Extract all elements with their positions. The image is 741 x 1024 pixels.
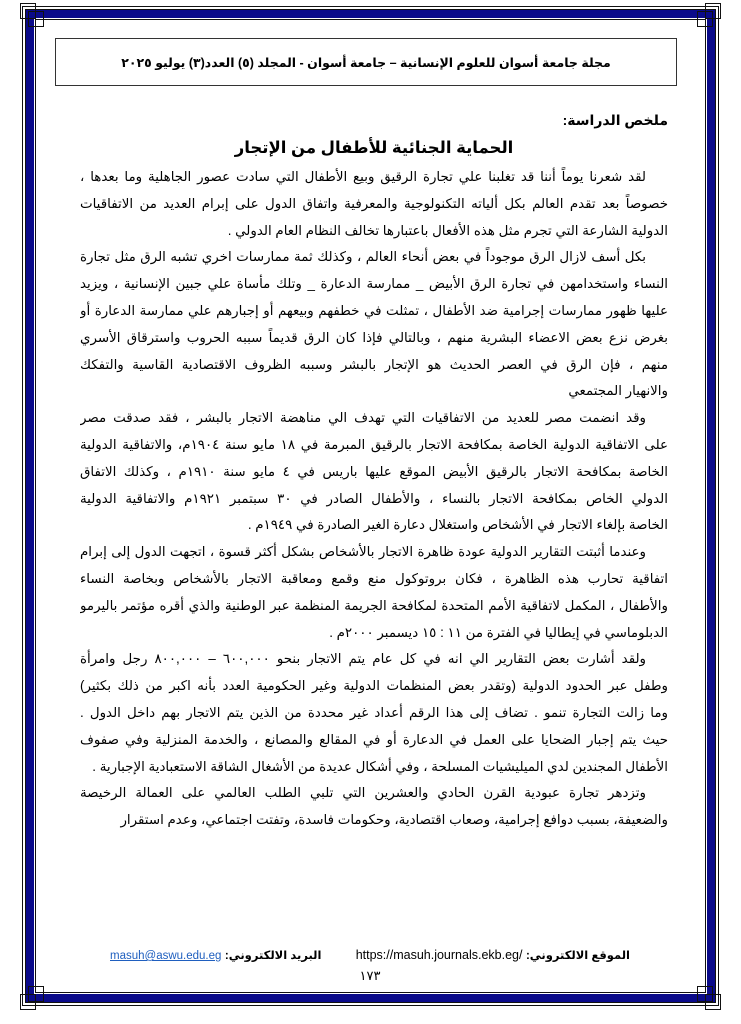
paragraph-line: الخاصة بمكافحة الاتجار بالرقيق الأبيض الموقع عليها باريس في ٤ مايو سنة ١٩١٠م ، وكذلك الاتفاق	[80, 463, 668, 479]
paragraph	[80, 405, 668, 539]
paragraph	[80, 244, 668, 405]
paragraph-line: عليها ظهور ممارسات إجرامية ضد الأطفال ، تمثلت في خطفهم وبيعهم أو إجبارهم علي ممارسة الدعارة أو	[80, 302, 668, 318]
paragraph-line: الدولية الشارعة التي تجرم مثل هذه الأفعال باعتبارها تخالف النظام العام الدولي .	[227, 222, 668, 238]
paragraph-line: الدولي الخاص بمكافحة الاتجار بالنساء ، والأطفال الصادر في ٣٠ سبتمبر ١٩٢١م والاتفاقية الدولية	[80, 490, 668, 506]
email-label: البريد الالكتروني:	[224, 950, 322, 962]
paragraph-line: الدبلوماسي في إيطاليا في الفترة من ١١ : ١٥ ديسمبر ٢٠٠٠م .	[329, 624, 668, 640]
paragraph-line: بغرض نزع بعض الاعضاء البشرية منهم ، وبالتالي فإذا كان الرق قديماً سببه الحروب واسترقاق الأسري	[80, 329, 668, 345]
paragraph-line: النساء واستخدامهن في تجارة الرق الأبيض _ ممارسة الدعارة _ وتلك مأساة علي جبين الإنسانية ، ويزيد	[80, 276, 668, 292]
website-label: الموقع الالكتروني:	[525, 950, 630, 962]
frame-corner-ornament	[28, 986, 44, 1002]
website-url[interactable]: https://masuh.journals.ekb.eg/	[355, 948, 523, 962]
paragraph-line: ولقد أشارت بعض التقارير الي انه في كل عام يتم الاتجار بنحو ٦٠٠,٠٠٠ – ٨٠٠,٠٠٠ رجل وامرأة	[80, 651, 647, 667]
paragraph	[80, 646, 668, 780]
paragraph-line: وطفل عبر الحدود الدولية (وتقدر بعض المنظمات الدولية وغير الحكومية العدد بأنه اكبر من ذلك بكثير)	[80, 678, 668, 694]
journal-header	[55, 38, 677, 86]
paragraph-line: والأطفال ، المكمل لاتفاقية الأمم المتحدة لمكافحة الجريمة المنظمة عبر الوطنية والذي أقره مؤتمر باليرمو	[80, 597, 668, 613]
abstract-body	[80, 164, 668, 834]
paragraph-line: الأطفال المجندين لدي الميليشيات المسلحة ، وفي أشكال عديدة من الأشغال الشاقة الاستعبادية الإجبارية .	[92, 758, 668, 774]
paragraph-line: وعندما أثبتت التقارير الدولية عودة ظاهرة الاتجار بالأشخاص بشكل أكثر قسوة ، اتجهت الدول إلى إبرام	[80, 544, 646, 560]
paragraph	[80, 780, 668, 834]
paragraph-line: حيث يتم إجبار الضحايا على العمل في الدعارة أو في المقالع والمصانع ، والخدمة المنزلية وفي صفوف	[80, 731, 668, 747]
paragraph-line: بكل أسف لازال الرق موجوداً في بعض أنحاء العالم ، وكذلك ثمة ممارسات اخري تشبه الرق مثل تجارة	[80, 249, 646, 265]
footer-website	[356, 946, 630, 965]
journal-header-text: مجلة جامعة أسوان للعلوم الإنسانية – جامعة أسوان - المجلد (٥) العدد(٣) يوليو ٢٠٢٥	[121, 55, 611, 70]
paragraph-line: وما زالت التجارة تنمو . تضاف إلى هذا الرقم أعداد غير محددة من الذين يتم الاتجار بهم داخل الدول .	[80, 704, 668, 720]
frame-corner-ornament	[697, 986, 713, 1002]
frame-corner-ornament	[28, 11, 44, 27]
paragraph-line: على الاتفاقية الدولية الخاصة بمكافحة الاتجار بالرقيق المبرمة في ١٨ مايو سنة ١٩٠٤م، والاتفاقية الدولية	[80, 436, 668, 452]
paragraph-line: والضعيفة، بسبب دوافع إجرامية، وصعاب اقتصادية، وحكومات فاسدة، وتفتت اجتماعي، وعدم استقرار	[120, 812, 668, 828]
paragraph-line: منهم ، فإن الرق في العصر الحديث هو الإتجار بالبشر وسببه الظروف الاقتصادية القاسية والتفكك	[80, 356, 668, 372]
paragraph	[80, 539, 668, 646]
paragraph-line: وتزدهر تجارة عبودية القرن الحادي والعشرين التي تلبي الطلب العالمي على العمالة الرخيصة	[80, 785, 646, 801]
page-footer	[110, 946, 630, 985]
paragraph-line: والانهيار المجتمعي	[568, 383, 668, 399]
document-title: الحماية الجنائية للأطفال من الإتجار	[234, 139, 514, 157]
frame-corner-ornament	[697, 11, 713, 27]
footer-email	[110, 946, 321, 965]
page-number: ١٧٣	[359, 968, 381, 983]
paragraph	[80, 164, 668, 244]
paragraph-line: اتفاقية تحارب هذه الظاهرة ، فكان بروتوكول منع وقمع ومعاقبة الاتجار بالأشخاص وبخاصة النساء	[80, 570, 668, 586]
section-label: ملخص الدراسة:	[562, 112, 668, 128]
paragraph-line: لقد شعرنا يوماً أننا قد تغلبنا علي تجارة الرقيق وبيع الأطفال التي سادت عصور الجاهلية وما بعدها ،	[80, 169, 646, 184]
paragraph-line: وقد انضمت مصر للعديد من الاتفاقيات التي تهدف الي مناهضة الاتجار بالبشر ، فقد صدقت مصر	[80, 410, 646, 426]
paragraph-line: خصوصاً بعد تقدم العالم بكل ألياته التكنولوجية والمعرفية واتفاق الدول على إبرام العديد من الاتفاقيات	[80, 195, 668, 211]
paragraph-line: الخاصة بإلغاء الاتجار في الأشخاص واستغلال دعارة الغير الصادرة في ١٩٤٩م .	[247, 517, 668, 533]
abstract-section	[80, 110, 668, 834]
email-link[interactable]: masuh@aswu.edu.eg	[110, 950, 222, 962]
